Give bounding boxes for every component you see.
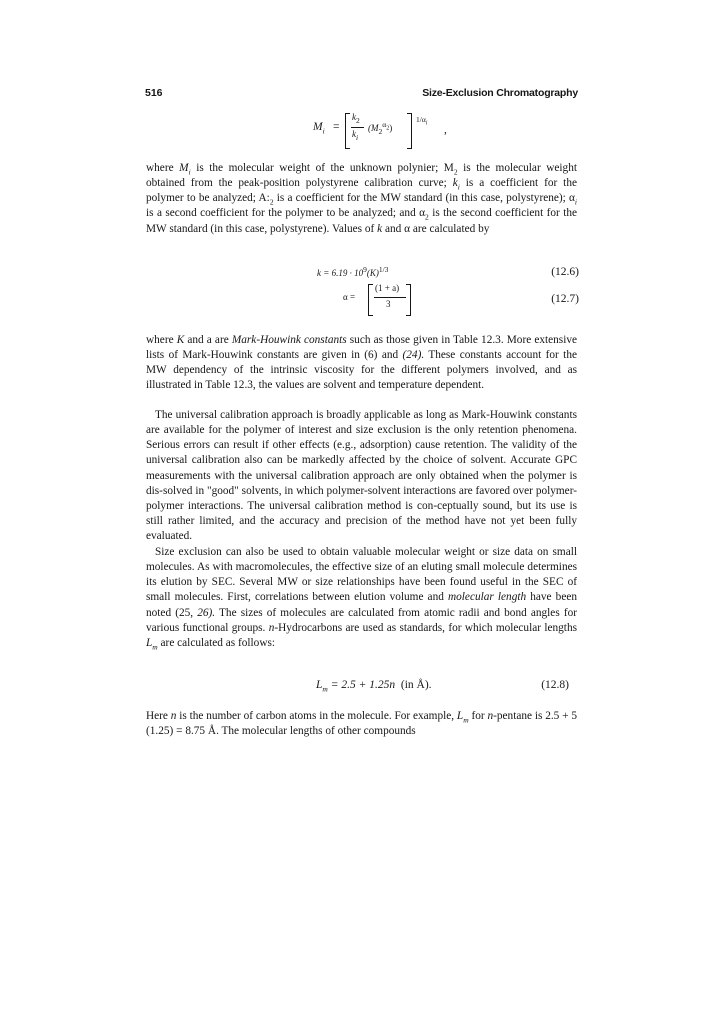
eq-12-7-lhs: α = — [343, 292, 356, 302]
eq-mi-inner-close: ) — [389, 123, 393, 133]
eq-mi-lhs: M — [313, 121, 323, 133]
eq-mi-lhs-sub: i — [322, 126, 325, 136]
eq-mi-exponent: 1/α — [416, 115, 426, 124]
eq-12-8-rhs: = 2.5 + 1.25n — [330, 679, 396, 691]
eq-12-8-lhs: L — [316, 679, 323, 691]
eq-mi-inner-sub: 2 — [378, 126, 383, 136]
eq-12-7-denominator: 3 — [386, 299, 391, 309]
eq-mi-right-bracket — [407, 113, 412, 149]
eq-12-7-left-bracket — [368, 284, 373, 316]
eq-mi-fraction-line — [351, 127, 364, 128]
page-number: 516 — [145, 87, 163, 99]
eq-mi-denominator-sub: i — [356, 132, 359, 142]
eq-12-7-numerator: (1 + a) — [375, 283, 400, 293]
eq-mi-inner-sup-sub: 2 — [386, 125, 390, 132]
eq-mi-inner-sup: α — [382, 120, 387, 129]
eq-12-6-mid: (K) — [366, 268, 379, 278]
eq-mi-numerator-sub: 2 — [356, 115, 360, 125]
eq-12-8-number: (12.8) — [541, 679, 569, 691]
running-head: Size-Exclusion Chromatography — [422, 87, 578, 99]
paragraph-mark-houwink: where K and a are Mark-Houwink constants such as those given in Table 12.3. More extensive lists of Mark-Houwink constants are given in (6) and (24). These constants account for the MW dependency of the intrinsic viscosity for the different polymers involved, and as illustrated in Table 12.3, the values are solvent and temperature dependent. — [146, 334, 578, 392]
paragraph-variable-definitions: where $M_i$ is the molecular weight of the unknown polynier; $M_2$ is the molecular weight obtained from the peak-position polystyrene calibration curve; $k_i$ is a coefficient for the polymer to be analyzed; $A:_2$ is a coefficient for the MW standard (in this case, polystyrene); $\alpha_i$ is a second coefficient for the polymer to be analyzed; and $\alpha_2$ is the second coefficient for the MW standard (in this case, polystyrene). Values of k and α are calculated by — [146, 162, 577, 235]
eq-12-8-lhs-sub: m — [322, 684, 328, 694]
eq-12-6-sup2: 1/3 — [378, 265, 389, 274]
eq-mi-inner: (M — [368, 123, 379, 133]
paragraph-n-pentane-example: Here n is the number of carbon atoms in the molecule. For example, $L_m$ for n-pentane is 2.5 + 5 (1.25) = 8.75 Å. The molecular lengths of other compounds — [146, 710, 577, 738]
eq-12-7-fraction-line — [374, 297, 406, 298]
eq-mi-numerator: k — [352, 112, 356, 122]
eq-12-6-text: k = 6.19 · 10 — [317, 268, 364, 278]
eq-12-7-right-bracket — [406, 284, 411, 316]
eq-mi-denominator: k — [352, 129, 356, 139]
eq-12-6-sup1: 9 — [363, 265, 367, 274]
eq-12-7-number: (12.7) — [551, 293, 579, 305]
eq-mi-comma: , — [444, 124, 447, 136]
eq-mi-equals: = — [333, 121, 340, 133]
eq-mi-left-bracket — [345, 113, 350, 149]
paragraph-small-molecules: Size exclusion can also be used to obtain valuable molecular weight or size data on small molecules. As with macromolecules, the effective size of an eluting small molecule determines its elution by SEC. Several MW or size relationships have been found useful in the SEC of small molecules. First, correlations between elution volume and molecular length have been noted (25, 26). The sizes of molecules are calculated from atomic radii and bond angles for various functional groups. n-Hydrocarbons are used as standards, for which molecular lengths $L_m$ are calculated as follows: — [146, 546, 578, 652]
eq-12-8-unit: (in Å). — [400, 679, 432, 691]
paragraph-universal-calibration: The universal calibration approach is broadly applicable as long as Mark-Houwink constants are available for the polymer of interest and size exclusion is the only retention phenomena. Serious errors can result if other effects (e.g., adsorption) cause retention. The validity of the universal calibration also can be markedly affected by the choice of solvent. Accurate GPC measurements with the universal calibration approach are only obtained when the polymer is dis-solved in "good" solvents, in which polymer-solvent interactions are favored over polymer-polymer interactions. The universal calibration method is con-ceptually sound, but its use is still rather limited, and the accuracy and precision of the method have not yet been fully evaluated. — [146, 409, 577, 543]
eq-12-6-number: (12.6) — [551, 266, 579, 278]
eq-mi-exponent-sub: i — [425, 120, 428, 127]
